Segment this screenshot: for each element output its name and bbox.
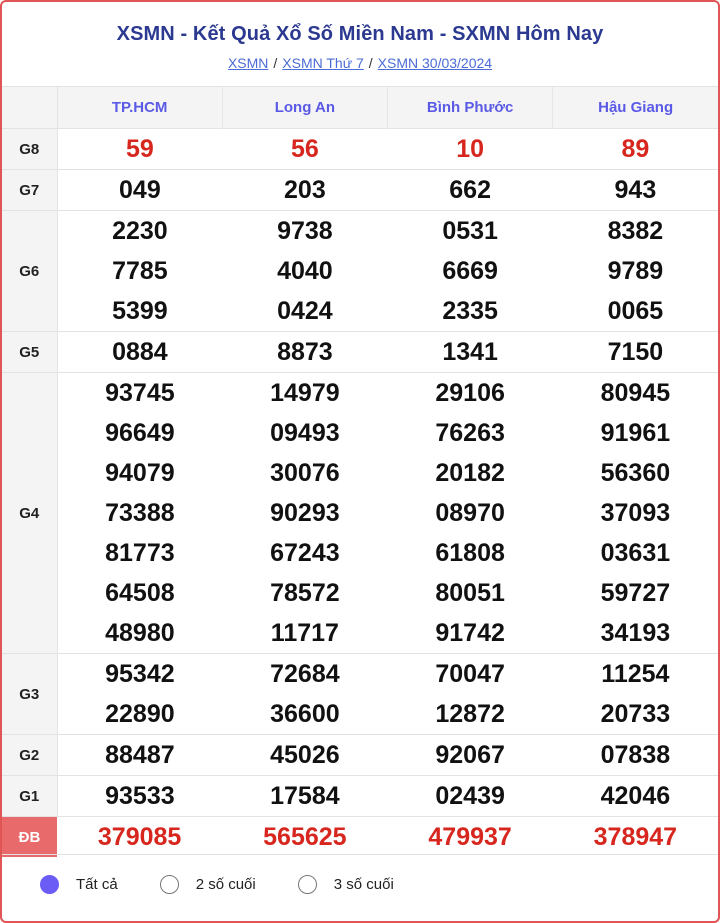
corner-cell	[2, 87, 57, 129]
prize-number: 34193	[600, 619, 671, 647]
breadcrumb-link-weekday[interactable]: XSMN Thứ 7	[282, 55, 364, 71]
prize-cell	[222, 373, 387, 654]
option-label: 2 số cuối	[195, 876, 256, 893]
prize-cell	[388, 211, 553, 332]
prize-number: 479937	[428, 823, 512, 851]
prize-number: 59	[125, 135, 154, 163]
prize-number: 56	[290, 135, 319, 163]
prize-number: 2335	[442, 297, 498, 325]
prize-row	[2, 654, 718, 735]
prize-number: 80945	[600, 379, 671, 407]
prize-row	[2, 817, 718, 858]
prize-number: 8873	[277, 338, 333, 366]
prize-cell	[57, 776, 222, 817]
prize-number: 76263	[435, 419, 505, 447]
province-name: Long An	[222, 87, 387, 129]
prize-label: ĐB	[2, 817, 57, 858]
prize-number: 9789	[607, 257, 664, 285]
prize-row	[2, 332, 718, 373]
prize-number: 12872	[435, 700, 505, 728]
prize-row	[2, 373, 718, 654]
prize-number: 2230	[112, 217, 168, 245]
prize-cell	[553, 170, 718, 211]
prize-number: 6669	[442, 257, 498, 285]
prize-number: 89	[621, 135, 650, 163]
prize-number: 93745	[105, 379, 175, 407]
prize-number: 14979	[270, 379, 340, 407]
prize-number: 80051	[435, 579, 505, 607]
prize-number: 95342	[105, 660, 175, 688]
province-name: Hậu Giang	[553, 87, 718, 129]
prize-number: 378947	[593, 823, 678, 851]
prize-number: 0065	[607, 297, 664, 325]
prize-number: 7150	[607, 338, 664, 366]
prize-cell	[553, 129, 718, 170]
prize-label: G8	[2, 129, 57, 170]
prize-number: 7785	[112, 257, 168, 285]
prize-number: 0424	[277, 297, 333, 325]
prize-cell	[388, 776, 553, 817]
province-name: TP.HCM	[57, 87, 222, 129]
prize-cell	[388, 373, 553, 654]
prize-number: 45026	[270, 741, 340, 769]
prize-number: 59727	[600, 579, 671, 607]
prize-number: 90293	[270, 499, 340, 527]
prize-cell	[553, 654, 718, 735]
prize-number: 0531	[442, 217, 498, 245]
prize-cell	[553, 776, 718, 817]
prize-number: 92067	[435, 741, 505, 769]
prize-number: 20733	[600, 700, 671, 728]
prize-label: G1	[2, 776, 57, 817]
prize-number: 72684	[270, 660, 340, 688]
prize-cell	[222, 129, 387, 170]
prize-number: 203	[284, 176, 326, 204]
prize-row	[2, 211, 718, 332]
prize-number: 03631	[600, 539, 671, 567]
prize-number: 42046	[600, 782, 671, 810]
breadcrumb-link-date[interactable]: XSMN 30/03/2024	[377, 55, 493, 71]
results-table	[2, 86, 718, 857]
prize-cell	[553, 373, 718, 654]
prize-number: 96649	[105, 419, 175, 447]
prize-number: 64508	[105, 579, 175, 607]
prize-cell	[388, 817, 553, 858]
prize-label: G2	[2, 735, 57, 776]
prize-number: 662	[449, 176, 491, 204]
prize-number: 70047	[435, 660, 505, 688]
prize-number: 10	[456, 135, 485, 163]
prize-label: G6	[2, 211, 57, 332]
prize-number: 61808	[435, 539, 505, 567]
prize-cell	[388, 735, 553, 776]
prize-cell	[57, 735, 222, 776]
option-last-3-digits[interactable]	[298, 875, 394, 894]
prize-number: 8382	[607, 217, 664, 245]
prize-row	[2, 129, 718, 170]
prize-cell	[222, 654, 387, 735]
prize-number: 81773	[105, 539, 175, 567]
prize-number: 08970	[435, 499, 505, 527]
prize-number: 73388	[105, 499, 175, 527]
prize-cell	[57, 211, 222, 332]
prize-number: 4040	[277, 257, 333, 285]
prize-number: 88487	[105, 741, 175, 769]
prize-cell	[57, 170, 222, 211]
prize-cell	[222, 776, 387, 817]
prize-number: 93533	[105, 782, 175, 810]
prize-row	[2, 735, 718, 776]
prize-row	[2, 170, 718, 211]
prize-number: 48980	[105, 619, 175, 647]
breadcrumb-separator: /	[368, 55, 373, 71]
option-last-2-digits[interactable]	[160, 875, 256, 894]
prize-label: G3	[2, 654, 57, 735]
prize-cell	[388, 129, 553, 170]
prize-number: 9738	[277, 217, 333, 245]
prize-number: 91961	[600, 419, 671, 447]
prize-cell	[57, 332, 222, 373]
prize-cell	[57, 654, 222, 735]
prize-number: 30076	[270, 459, 340, 487]
prize-cell	[222, 170, 387, 211]
prize-number: 36600	[270, 700, 340, 728]
breadcrumb-separator: /	[273, 55, 278, 71]
prize-number: 0884	[112, 338, 168, 366]
prize-number: 09493	[270, 419, 340, 447]
prize-number: 17584	[270, 782, 340, 810]
prize-number: 29106	[435, 379, 505, 407]
radio-selected-icon[interactable]	[40, 875, 59, 894]
prize-cell	[553, 735, 718, 776]
radio-empty-icon[interactable]	[298, 875, 317, 894]
prize-number: 11254	[601, 660, 670, 688]
prize-number: 11717	[270, 619, 339, 647]
prize-number: 67243	[270, 539, 340, 567]
prize-cell	[388, 654, 553, 735]
prize-number: 37093	[600, 499, 671, 527]
prize-number: 94079	[105, 459, 175, 487]
prize-number: 22890	[105, 700, 175, 728]
prize-cell	[222, 735, 387, 776]
prize-number: 379085	[97, 823, 182, 851]
prize-cell	[388, 170, 553, 211]
prize-cell	[553, 817, 718, 858]
prize-cell	[553, 211, 718, 332]
prize-cell	[222, 211, 387, 332]
prize-label: G4	[2, 373, 57, 654]
breadcrumb	[2, 55, 718, 71]
prize-number: 07838	[600, 741, 671, 769]
prize-number: 20182	[435, 459, 505, 487]
prize-cell	[57, 129, 222, 170]
prize-number: 049	[119, 176, 161, 204]
prize-number: 943	[614, 176, 657, 204]
prize-cell	[57, 373, 222, 654]
digit-filter-options	[2, 854, 718, 914]
prize-cell	[553, 332, 718, 373]
prize-number: 78572	[270, 579, 340, 607]
radio-empty-icon[interactable]	[160, 875, 179, 894]
prize-number: 1341	[442, 338, 498, 366]
option-label: 3 số cuối	[333, 876, 394, 893]
prize-number: 91742	[435, 619, 505, 647]
prize-cell	[57, 817, 222, 858]
prize-cell	[222, 817, 387, 858]
breadcrumb-link-xsmn[interactable]: XSMN	[227, 55, 269, 71]
prize-cell	[222, 332, 387, 373]
prize-cell	[388, 332, 553, 373]
province-header-row	[2, 87, 718, 129]
results-header	[2, 2, 718, 86]
prize-row	[2, 776, 718, 817]
option-label: Tất cả	[76, 876, 118, 893]
prize-label: G7	[2, 170, 57, 211]
option-all[interactable]	[40, 875, 118, 894]
prize-number: 565625	[263, 823, 347, 851]
prize-number: 02439	[435, 782, 505, 810]
prize-label: G5	[2, 332, 57, 373]
prize-number: 5399	[112, 297, 168, 325]
province-name: Bình Phước	[388, 87, 553, 129]
page-title: XSMN - Kết Quả Xổ Số Miền Nam - SXMN Hôm Nay	[116, 23, 604, 45]
prize-number: 56360	[600, 459, 671, 487]
